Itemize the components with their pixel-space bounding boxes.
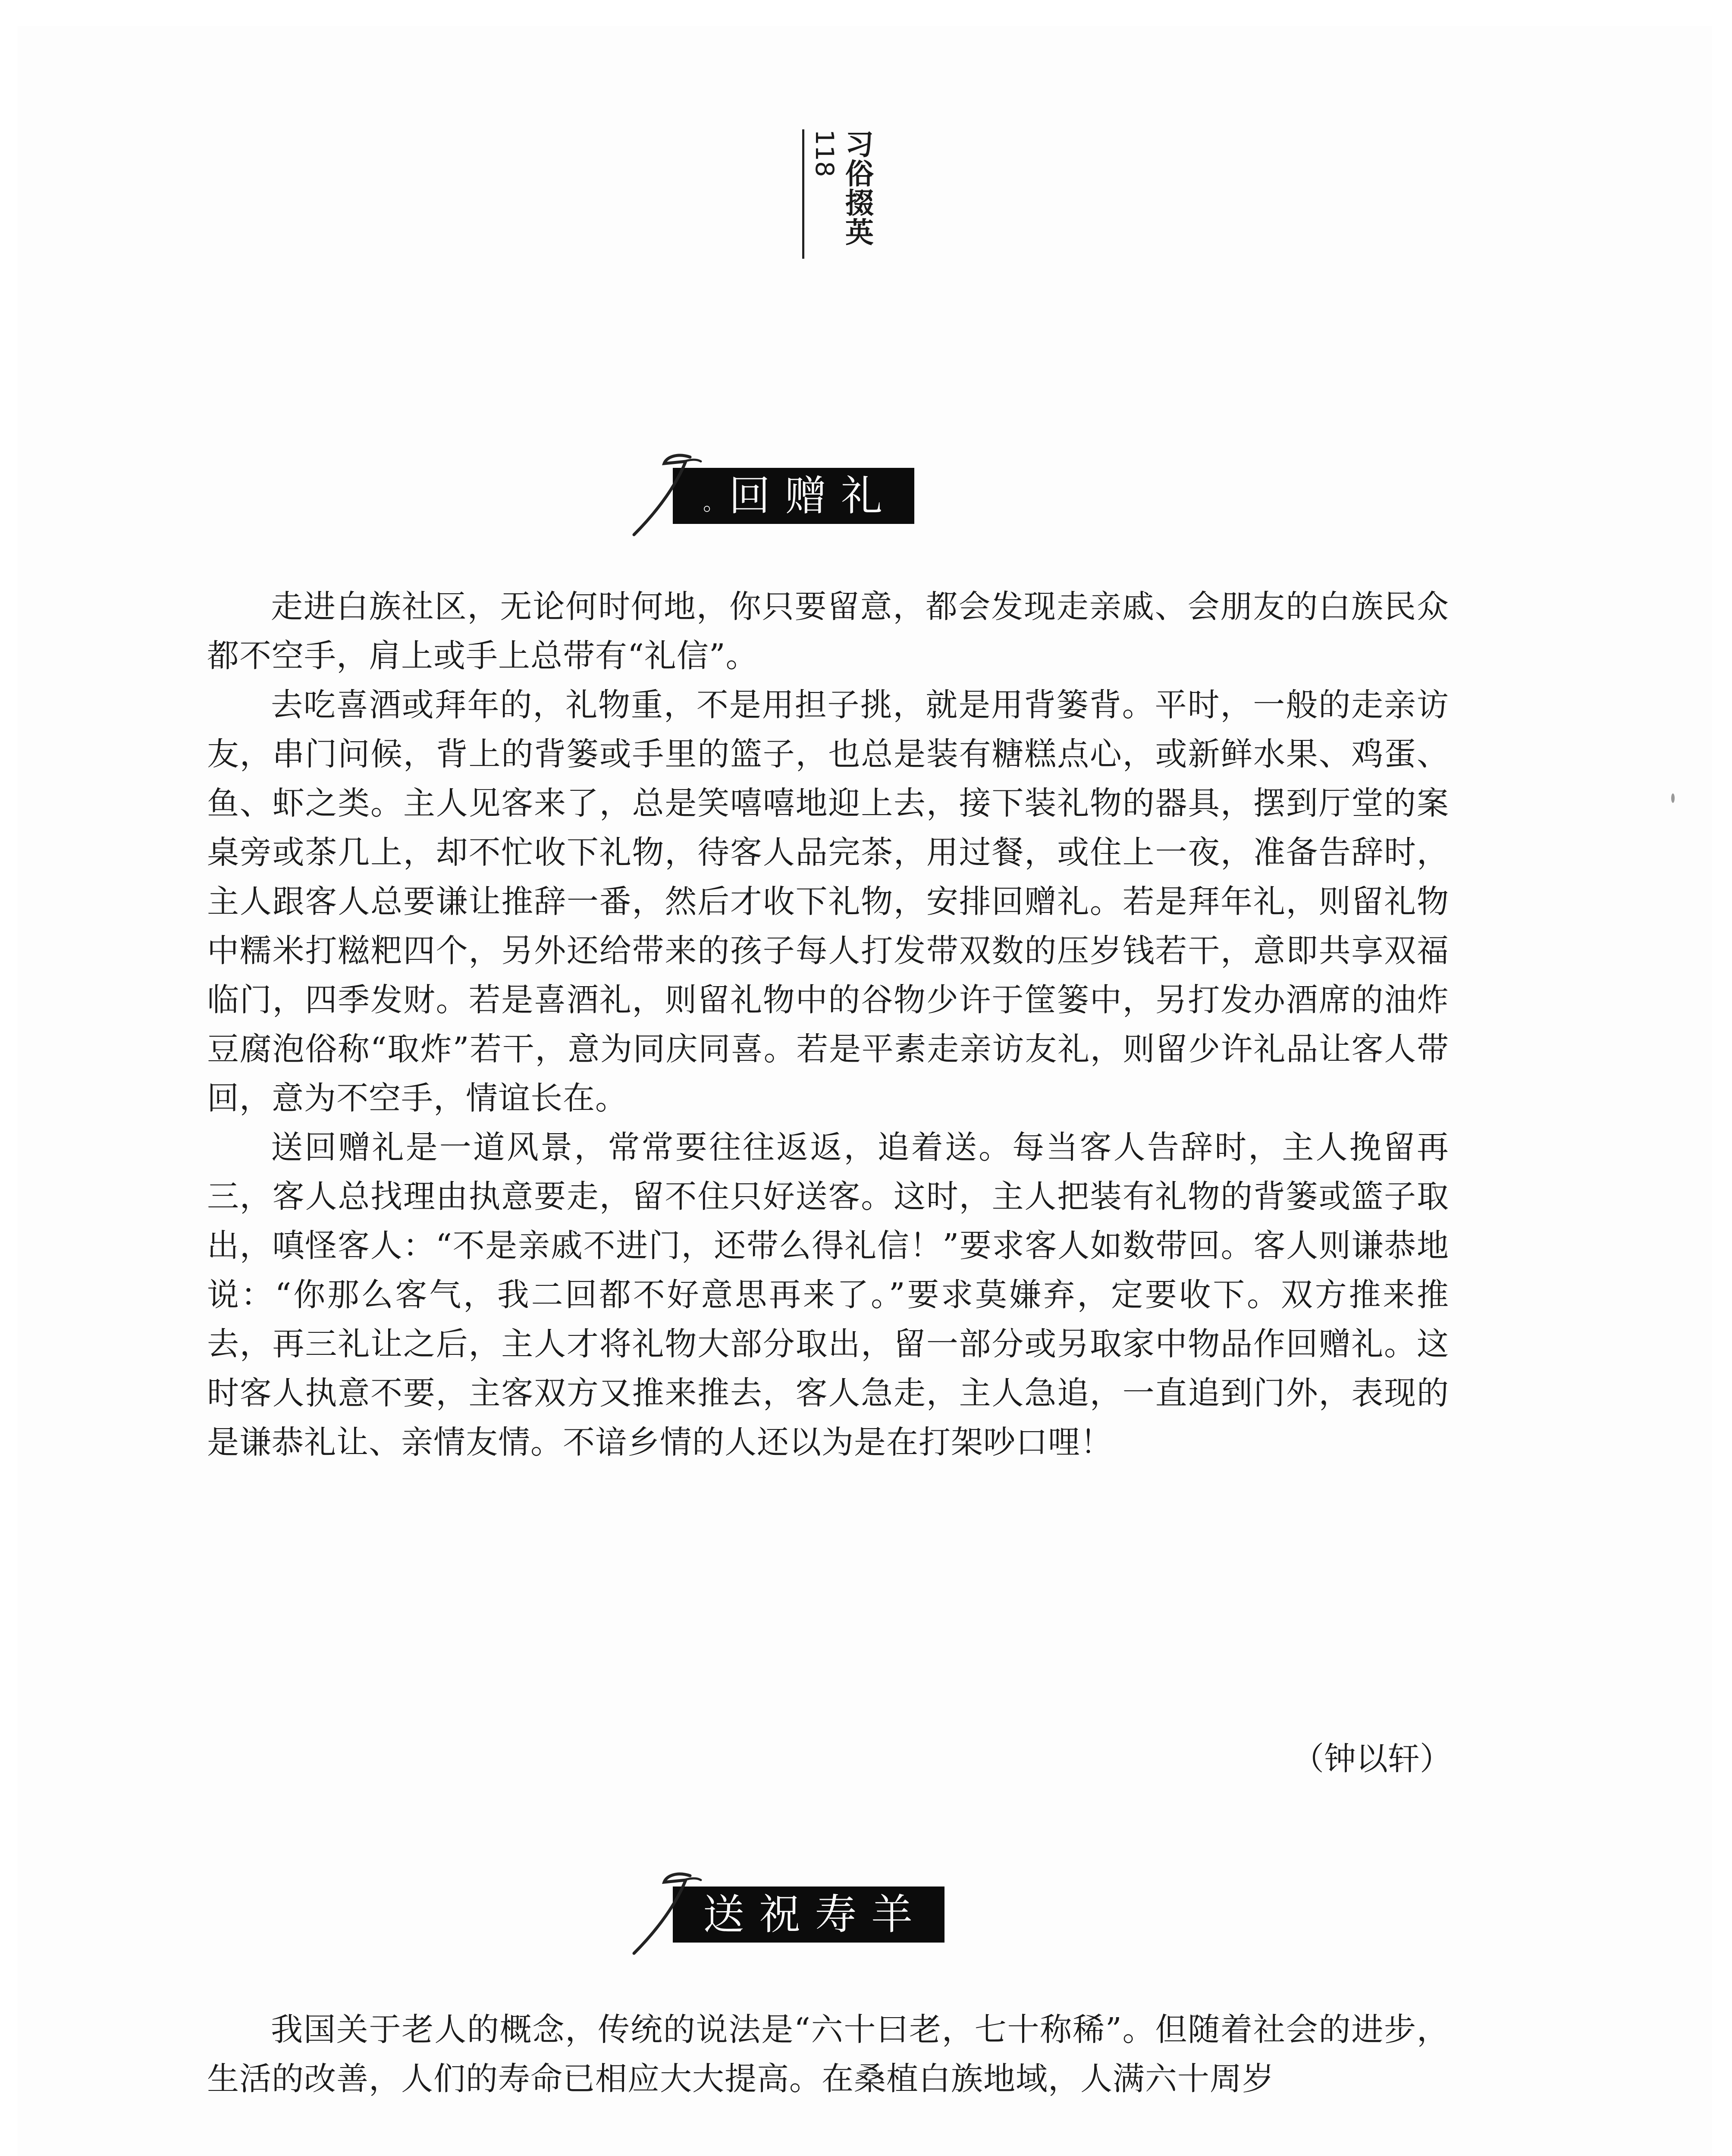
section-title: 回赠礼: [729, 472, 897, 520]
section-title: 送祝寿羊: [703, 1890, 927, 1939]
section-body-2: [207, 2005, 1449, 2103]
brush-stroke-icon: [625, 1863, 712, 1962]
paragraph: 送回赠礼是一道风景，常常要往往返返，追着送。每当客人告辞时，主人挽留再三，客人总找理由执意要走，留不住只好送客。这时，主人把装有礼物的背篓或篮子取出，嗔怪客人：“不是亲戚不进门，还带么得礼信！”要求客人如数带回。客人则谦恭地说：“你那么客气，我二回都不好意思再来了。”要求莫嫌弃，定要收下。双方推来推去，再三礼让之后，主人才将礼物大部分取出，留一部分或另取家中物品作回赠礼。这时客人执意不要，主客双方又推来推去，客人急走，主人急追，一直追到门外，表现的是谦恭礼让、亲情友情。不谙乡情的人还以为是在打架吵口哩！: [207, 1129, 1449, 1461]
paragraph: 走进白族社区，无论何时何地，你只要留意，都会发现走亲戚、会朋友的白族民众都不空手，肩上或手上总带有“礼信”。: [207, 588, 1449, 674]
title-prefix: 。: [703, 490, 726, 515]
paragraph: 我国关于老人的概念，传统的说法是“六十曰老，七十称稀”。但随着社会的进步，生活的改善，人们的寿命已相应大大提高。在桑植白族地域，人满六十周岁: [207, 2011, 1449, 2097]
section-heading-2: [673, 1884, 944, 1945]
author-credit: （钟以轩）: [1292, 1740, 1452, 1777]
binding-mark: [1671, 793, 1675, 803]
page-number: 118: [810, 129, 839, 177]
section-body-1: [207, 582, 1449, 1467]
book-section-title: 习俗掇英: [840, 129, 874, 247]
paragraph: 去吃喜酒或拜年的，礼物重，不是用担子挑，就是用背篓背。平时，一般的走亲访友，串门问候，背上的背篓或手里的篮子，也总是装有糖糕点心，或新鲜水果、鸡蛋、鱼、虾之类。主人见客来了，总是笑嘻嘻地迎上去，接下装礼物的器具，摆到厅堂的案桌旁或茶几上，却不忙收下礼物，待客人品完茶，用过餐，或住上一夜，准备告辞时，主人跟客人总要谦让推辞一番，然后才收下礼物，安排回赠礼。若是拜年礼，则留礼物中糯米打糍粑四个，另外还给带来的孩子每人打发带双数的压岁钱若干，意即共享双福临门，四季发财。若是喜酒礼，则留礼物中的谷物少许于筐篓中，另打发办酒席的油炸豆腐泡俗称“取炸”若干，意为同庆同喜。若是平素走亲访友礼，则留少许礼品让客人带回，意为不空手，情谊长在。: [207, 686, 1449, 1117]
section-heading-1: [673, 466, 914, 526]
section-title-box: [673, 1887, 944, 1943]
brush-stroke-icon: [625, 444, 712, 543]
header-rule: [802, 129, 804, 259]
running-header: [802, 129, 874, 272]
